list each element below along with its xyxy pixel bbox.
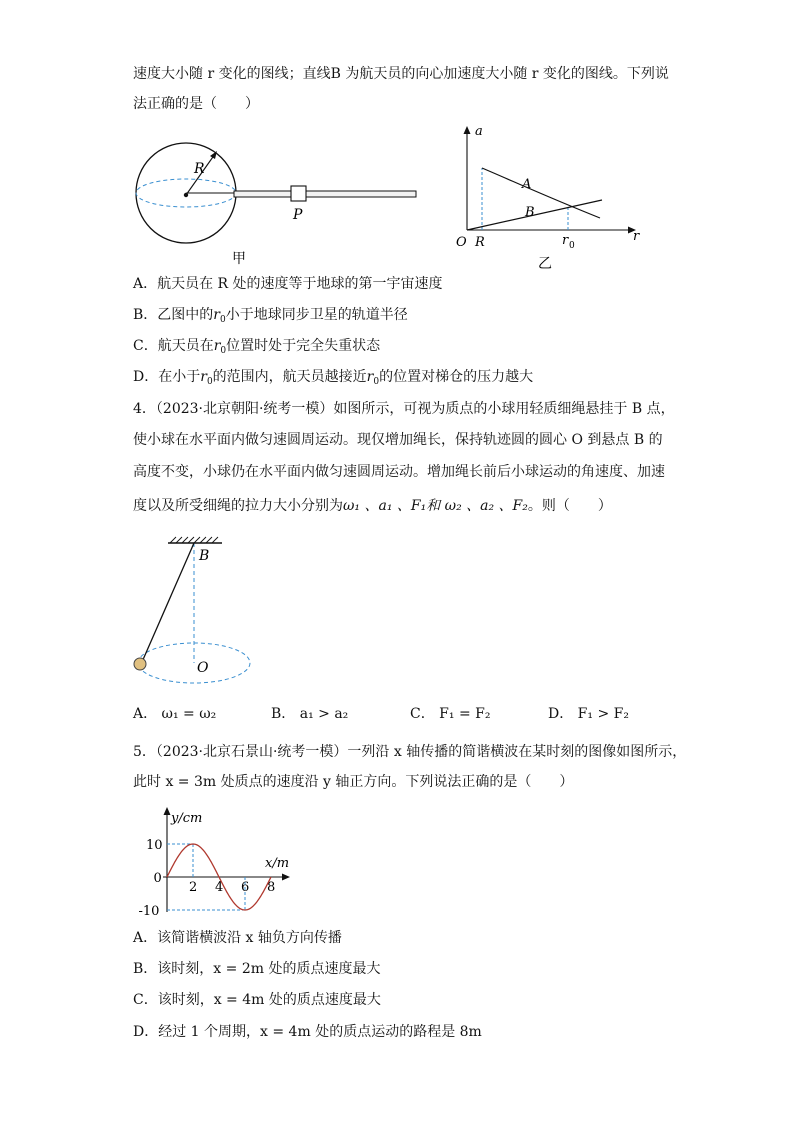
q3-option-c[interactable]: C．航天员在$r_0$位置时处于完全失重状态 [133, 338, 381, 356]
ball [134, 658, 146, 670]
caption-jia: 甲 [232, 251, 246, 267]
y-tick-label: -10 [138, 904, 160, 919]
y-tick-label: 10 [146, 838, 163, 853]
q3-figure-yi [450, 120, 650, 270]
tether-bar [234, 191, 416, 197]
q3-figure-jia [130, 140, 430, 265]
q5-stem-line2: 此时 x = 3m 处质点的速度沿 y 轴正方向。下列说法正确的是（ ） [133, 774, 574, 790]
q4-figure-pendulum [130, 535, 260, 690]
q4-option-b[interactable]: B． a₁ > a₂ [271, 706, 349, 722]
q4-option-c[interactable]: C． F₁ = F₂ [410, 706, 491, 722]
q3-stem-line1: 速度大小随 r 变化的图线；直线B 为航天员的向心加速度大小随 r 变化的图线。下列说 [133, 66, 669, 82]
axis-label-a: a [475, 124, 483, 139]
axis-label-r: r [633, 229, 640, 244]
q5-wave-chart [135, 802, 305, 922]
x-tick-label: 4 [215, 880, 224, 895]
label-B-point: B [199, 548, 210, 564]
q4-stem-line1: 4．（2023·北京朝阳·统考一模）如图所示，可视为质点的小球用轻质细绳悬挂于 B 点， [133, 401, 675, 417]
label-A: A [522, 177, 532, 192]
q4-option-a[interactable]: A． ω₁ = ω₂ [133, 706, 217, 722]
q5-stem-line1: 5．（2023·北京石景山·统考一模）一列沿 x 轴传播的简谐横波在某时刻的图像如图所示， [133, 744, 687, 760]
label-B: B [525, 205, 535, 220]
y-tick-label: 0 [153, 871, 162, 886]
q3-option-a[interactable]: A．航天员在 R 处的速度等于地球的第一宇宙速度 [133, 276, 443, 292]
q5-option-b[interactable]: B．该时刻，x = 2m 处的质点速度最大 [133, 961, 381, 977]
q5-option-d[interactable]: D．经过 1 个周期，x = 4m 处的质点运动的路程是 8m [133, 1024, 482, 1040]
x-tick-label: 8 [267, 880, 276, 895]
q3-option-d[interactable]: D．在小于$r_0$的范围内，航天员越接近$r_0$的位置对梯仓的压力越大 [133, 369, 534, 387]
y-axis-label: y/cm [171, 811, 203, 826]
q4-stem-line3: 高度不变，小球仍在水平面内做匀速圆周运动。增加绳长前后小球运动的角速度、加速 [133, 464, 665, 480]
q4-stem-line2: 使小球在水平面内做匀速圆周运动。现仅增加绳长，保持轨迹圆的圆心 O 到悬点 B 的 [133, 432, 663, 448]
label-R: R [194, 161, 205, 177]
q5-option-c[interactable]: C．该时刻，x = 4m 处的质点速度最大 [133, 992, 381, 1008]
string [142, 543, 194, 662]
label-r0-sub: 0 [569, 241, 575, 251]
label-O: O [456, 235, 467, 250]
label-P: P [293, 207, 303, 223]
label-R-yi: R [475, 235, 485, 250]
label-O-point: O [197, 660, 209, 676]
curve-A [482, 168, 600, 218]
q3-stem-line2: 法正确的是（ ） [133, 96, 259, 112]
q4-stem-line4: 度以及所受细绳的拉力大小分别为ω₁ 、a₁ 、F₁和 ω₂ 、a₂ 、F₂。则（ ） [133, 498, 612, 514]
pod-P [291, 186, 306, 201]
q5-option-a[interactable]: A．该简谐横波沿 x 轴负方向传播 [133, 930, 342, 946]
x-axis-label: x/m [265, 856, 290, 871]
label-r0: r [562, 233, 569, 248]
caption-yi: 乙 [538, 256, 552, 272]
x-tick-label: 2 [189, 880, 198, 895]
q4-option-d[interactable]: D． F₁ > F₂ [548, 706, 629, 722]
q3-option-b[interactable]: B．乙图中的$r_0$小于地球同步卫星的轨道半径 [133, 307, 408, 325]
x-tick-label: 6 [241, 880, 250, 895]
